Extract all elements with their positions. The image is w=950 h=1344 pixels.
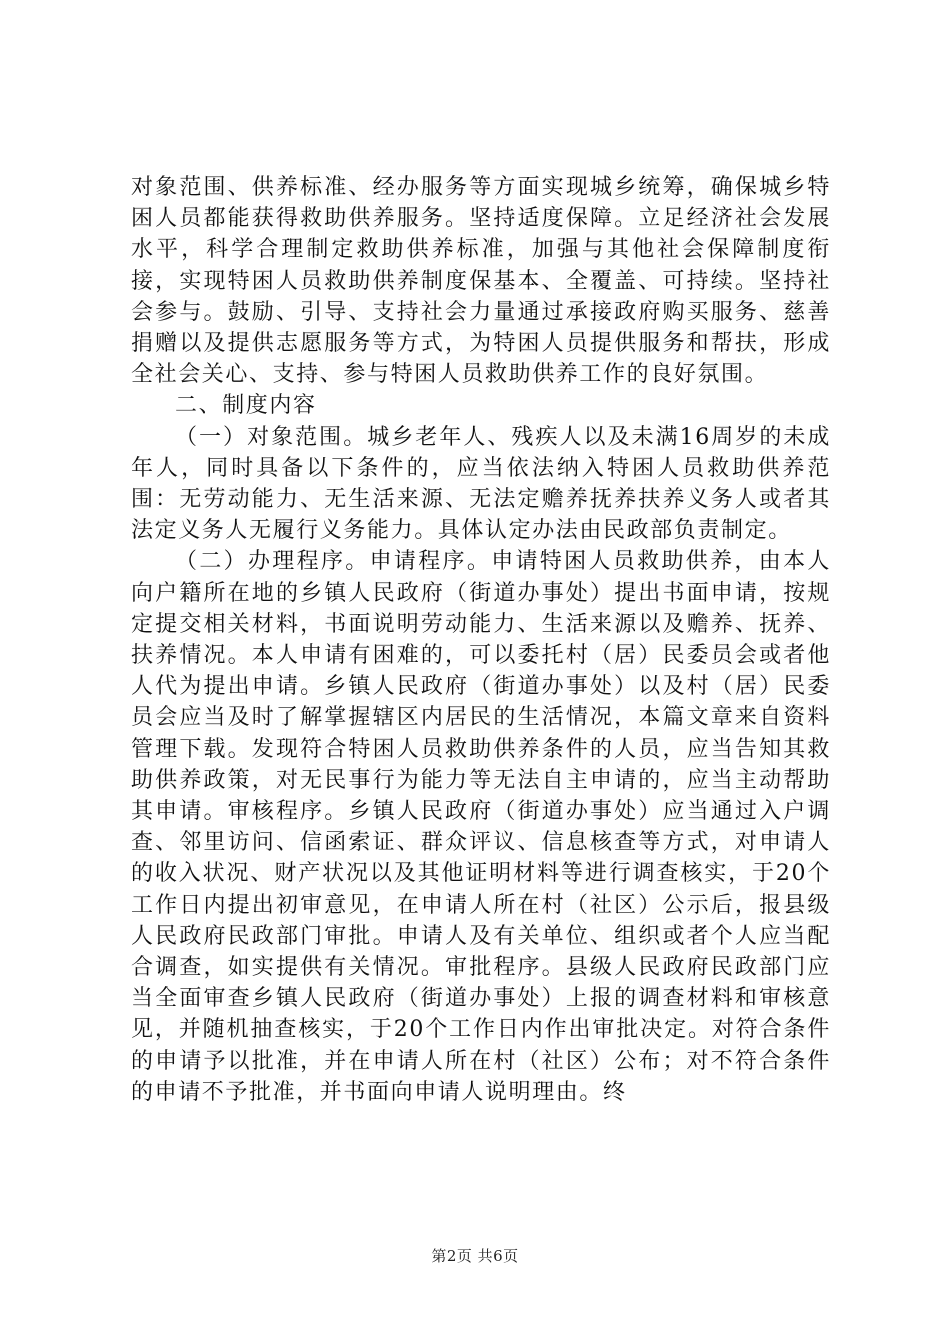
document-body: [131, 172, 831, 1108]
paragraph-procedure: （二）办理程序。申请程序。申请特困人员救助供养，由本人向户籍所在地的乡镇人民政府（街道办事处）提出书面申请，按规定提交相关材料，书面说明劳动能力、生活来源以及赡养、抚养、扶养情况。本人申请有困难的，可以委托村（居）民委员会或者他人代为提出申请。乡镇人民政府（街道办事处）以及村（居）民委员会应当及时了解掌握辖区内居民的生活情况，本篇文章来自资料管理下载。发现符合特困人员救助供养条件的人员，应当告知其救助供养政策，对无民事行为能力等无法自主申请的，应当主动帮助其申请。审核程序。乡镇人民政府（街道办事处）应当通过入户调查、邻里访问、信函索证、群众评议、信息核查等方式，对申请人的收入状况、财产状况以及其他证明材料等进行调查核实，于20个工作日内提出初审意见，在申请人所在村（社区）公示后，报县级人民政府民政部门审批。申请人及有关单位、组织或者个人应当配合调查，如实提供有关情况。审批程序。县级人民政府民政部门应当全面审查乡镇人民政府（街道办事处）上报的调查材料和审核意见，并随机抽查核实，于20个工作日内作出审批决定。对符合条件的申请予以批准，并在申请人所在村（社区）公布；对不符合条件的申请不予批准，并书面向申请人说明理由。终: [131, 549, 831, 1105]
page-footer: 第2页 共6页: [431, 1247, 519, 1265]
section-heading: 二、制度内容: [175, 393, 317, 419]
paragraph-target-scope: （一）对象范围。城乡老年人、残疾人以及未满16周岁的未成年人，同时具备以下条件的，应当依法纳入特困人员救助供养范围：无劳动能力、无生活来源、无法定赡养抚养扶养义务人或者其法定义务人无履行义务能力。具体认定办法由民政部负责制定。: [131, 424, 831, 544]
paragraph-intro-continuation: 对象范围、供养标准、经办服务等方面实现城乡统筹，确保城乡特困人员都能获得救助供养服务。坚持适度保障。立足经济社会发展水平，科学合理制定救助供养标准，加强与其他社会保障制度衔接，实现特困人员救助供养制度保基本、全覆盖、可持续。坚持社会参与。鼓励、引导、支持社会力量通过承接政府购买服务、慈善捐赠以及提供志愿服务等方式，为特困人员提供服务和帮扶，形成全社会关心、支持、参与特困人员救助供养工作的良好氛围。: [131, 175, 831, 388]
